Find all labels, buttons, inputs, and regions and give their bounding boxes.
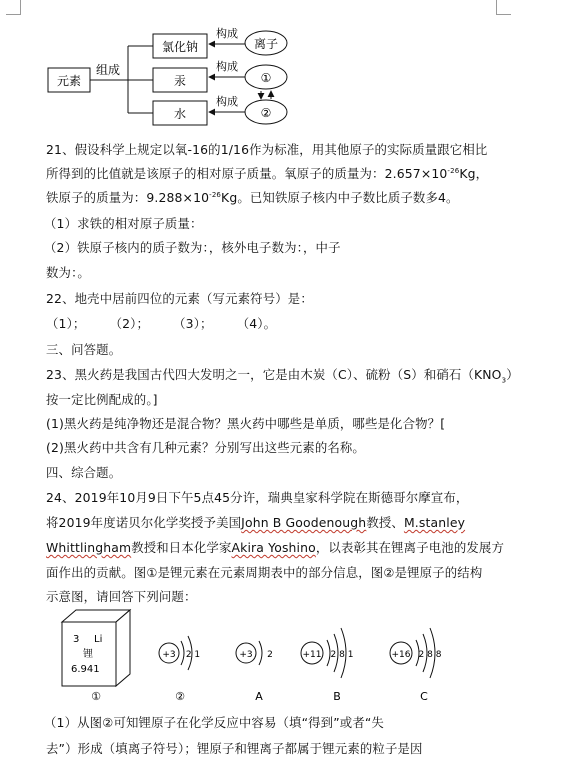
q21-part-2: （2）铁原子核内的质子数为：，核外电子数为：，中子 xyxy=(44,240,341,255)
q24-part-1-cont: 去”）形成（填离子符号）；锂原子和锂离子都属于锂元素的粒子是因 xyxy=(46,741,423,756)
cell-name: 锂 xyxy=(83,649,93,660)
constitute-label-3: 构成 xyxy=(216,95,238,108)
q24-part-1: （1）从图②可知锂原子在化学反应中容易（填“得到”或者“失 xyxy=(44,715,384,730)
constitute-label-2: 构成 xyxy=(216,60,238,73)
particle-1-label: ① xyxy=(260,71,272,85)
substance-nacl: 氯化钠 xyxy=(161,40,199,54)
svg-text:2: 2 xyxy=(267,650,273,660)
svg-text:+3: +3 xyxy=(239,650,253,660)
q24-line-5: 示意图，请回答下列问题： xyxy=(46,589,197,604)
svg-text:2 8 8: 2 8 8 xyxy=(418,650,442,660)
q21-part-1: （1）求铁的相对原子质量： xyxy=(44,216,203,231)
q22-answers: （1）； （2）； （3）； （4）。 xyxy=(46,316,277,331)
q21-line-1: 21、假设科学上规定以氧-16的1/16作为标准，用其他原子的实际质量跟它相比 xyxy=(46,142,488,157)
figure-label-a: A xyxy=(255,690,263,703)
atom-diagram-c xyxy=(390,628,442,678)
q24-line-2: 将2019年度诺贝尔化学奖授予美国John B Goodenough教授、M.stanley xyxy=(46,515,466,530)
particle-ion-label: 离子 xyxy=(253,37,279,51)
atom-diagram-li xyxy=(159,636,200,670)
composition-diagram xyxy=(0,0,563,132)
q23-line-2: 按一定比例配成的。] xyxy=(46,392,158,407)
figure-label-b: B xyxy=(333,690,341,703)
q21-line-2: 所得到的比值就是该原子的相对原子质量。氧原子的质量为：$2.657\times 10^{-26}Kg$， xyxy=(46,166,489,181)
svg-text:2 8 1: 2 8 1 xyxy=(330,650,354,660)
q22-line-1: 22、地壳中居前四位的元素（写元素符号）是： xyxy=(46,291,313,306)
periodic-cell-figure xyxy=(62,610,130,686)
compose-label: 组成 xyxy=(95,63,121,77)
substance-water: 水 xyxy=(173,107,187,121)
q23-part-1: (1)黑火药是纯净物还是混合物？黑火药中哪些是单质，哪些是化合物？[ xyxy=(46,416,446,431)
atom-diagram-b xyxy=(301,628,353,678)
q24-line-4: 面作出的贡献。图①是锂元素在元素周期表中的部分信息，图②是锂原子的结构 xyxy=(46,565,483,580)
figure-label-2: ② xyxy=(175,690,185,703)
lithium-figures xyxy=(0,606,563,706)
cell-symbol: Li xyxy=(94,634,103,645)
particle-2-label: ② xyxy=(260,106,272,120)
q23-part-2: (2)黑火药中共含有几种元素？分别写出这些元素的名称。 xyxy=(46,440,365,455)
q24-line-1: 24、2019年10月9日下午5点45分许，瑞典皇家科学院在斯德哥尔摩宣布， xyxy=(46,490,469,505)
section-4-heading: 四、综合题。 xyxy=(46,465,122,480)
atom-diagram-a xyxy=(236,641,273,665)
cell-number: 3 xyxy=(73,634,80,645)
svg-text:2 1: 2 1 xyxy=(185,650,201,660)
q23-line-1: 23、黑火药是我国古代四大发明之一，它是由木炭（C）、硫粉（S）和硝石$(KNO_3)$ xyxy=(46,367,519,385)
constitute-label-1: 构成 xyxy=(216,27,238,40)
svg-text:+16: +16 xyxy=(391,650,411,660)
cell-mass: 6.941 xyxy=(71,664,100,675)
figure-label-1: ① xyxy=(91,690,101,703)
svg-text:+3: +3 xyxy=(162,650,176,660)
q21-line-3: 铁原子的质量为：$9.288\times 10^{-26}Kg$。已知铁原子核内中子数比质子数多4。 xyxy=(46,190,459,205)
figure-label-c: C xyxy=(420,690,428,703)
section-3-heading: 三、问答题。 xyxy=(46,342,122,357)
element-label: 元素 xyxy=(56,74,82,88)
q24-line-3: Whittlingham教授和日本化学家Akira Yoshino，以表彰其在锂离子电池的发展方 xyxy=(46,540,504,555)
svg-text:+11: +11 xyxy=(302,650,322,660)
substance-hg: 汞 xyxy=(173,74,187,88)
q21-part-2-cont: 数为：。 xyxy=(46,265,90,280)
